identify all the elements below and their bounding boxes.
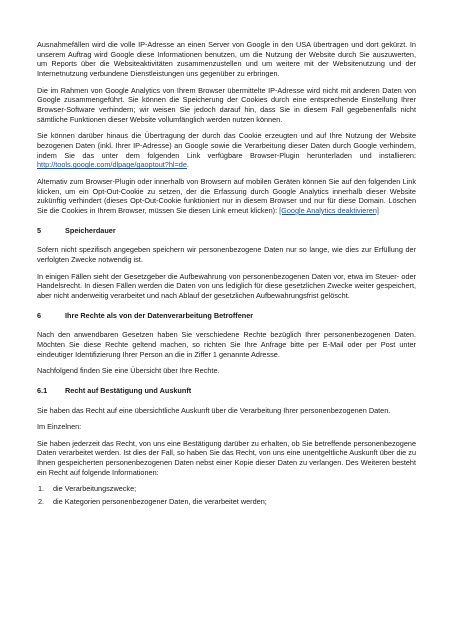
- subsection-heading: [37, 386, 416, 396]
- section-number: 6: [37, 310, 42, 320]
- paragraph: Die im Rahmen von Google Analytics von Ihrem Browser übermittelte IP-Adresse wird nicht mit anderen Daten von Google zusammengeführt. Sie können die Speicherung der Cookies durch eine entsprechende Einstellung Ihrer Browser-Software verhindern; wir weisen Sie jedoch darauf hin, dass Sie in diesem Fall gegebenenfalls nicht sämtliche Funktionen dieser Website vollumfänglich werden nutzen können.: [37, 85, 416, 124]
- section-heading: [37, 311, 416, 321]
- section-heading: [37, 226, 416, 236]
- document-page: [37, 40, 416, 510]
- paragraph: In einigen Fällen sieht der Gesetzgeber die Aufbewahrung von personenbezogenen Daten vor, etwa im Steuer- oder Handelsrecht. In diesen Fällen werden die Daten von uns lediglich für diese gesetzlichen Zwecke weiter gespeichert, aber nicht anderweitig verarbeitet und nach Ablauf der gesetzlichen Aufbewahrungsfrist gelöscht.: [37, 271, 416, 300]
- paragraph: Ausnahmefällen wird die volle IP-Adresse an einen Server von Google in den USA übertragen und dort gekürzt. In unserem Auftrag wird Google diese Informationen benutzen, um die Nutzung der Website durch Sie auszuwerten, um Reports über die Websiteaktivitäten zusammenzustellen und um weitere mit der Websitenutzung und der Internetnutzung verbundene Dienstleistungen uns gegenüber zu erbringen.: [37, 40, 416, 79]
- list-item: [37, 484, 416, 494]
- section-title: Recht auf Bestätigung und Auskunft: [65, 385, 192, 395]
- section-title: Ihre Rechte als von der Datenverarbeitung Betroffener: [65, 310, 254, 320]
- section-number: 6.1: [37, 385, 48, 395]
- paragraph: Nachfolgend finden Sie eine Übersicht über Ihre Rechte.: [37, 366, 220, 376]
- list-item: [37, 497, 416, 507]
- list-number: 1.: [38, 484, 45, 494]
- paragraph: [37, 177, 416, 216]
- list-text: die Verarbeitungszwecke;: [53, 484, 137, 494]
- analytics-deactivate-link[interactable]: [Google Analytics deaktivieren]: [279, 205, 379, 215]
- paragraph: Nach den anwendbaren Gesetzen haben Sie verschiedene Rechte bezüglich Ihrer personenbezogenen Daten. Möchten Sie diese Rechte geltend machen, so richten Sie Ihre Anfrage bitte per E-Mail oder per Post unter eindeutiger Identifizierung Ihrer Person an die in Ziffer 1 genannte Adresse.: [37, 330, 416, 359]
- paragraph: Sie haben das Recht auf eine übersichtliche Auskunft über die Verarbeitung Ihrer personenbezogenen Daten.: [37, 405, 391, 415]
- list-number: 2.: [38, 496, 45, 506]
- information-list: [37, 484, 416, 506]
- list-text: die Kategorien personenbezogener Daten, die verarbeitet werden;: [53, 496, 267, 506]
- paragraph: Sofern nicht spezifisch angegeben speichern wir personenbezogene Daten nur so lange, wie dies zur Erfüllung der verfolgten Zwecke notwendig ist.: [37, 245, 416, 265]
- paragraph: [37, 131, 416, 170]
- section-number: 5: [37, 225, 42, 235]
- paragraph: Im Einzelnen:: [37, 422, 82, 432]
- section-title: Speicherdauer: [65, 225, 116, 235]
- paragraph-text: Sie können darüber hinaus die Übertragung der durch das Cookie erzeugten und auf Ihre Nutzung der Website bezogenen Daten (inkl. Ihrer IP-Adresse) an Google sowie die Verarbeitung dieser Daten durch Google verhindern, indem Sie das unter dem folgenden Link verfügbare Browser-Plugin herunterladen und installieren:: [37, 131, 416, 160]
- optout-plugin-link[interactable]: http://tools.google.com/dlpage/gaoptout?hl=de: [37, 160, 187, 170]
- paragraph-text: Alternativ zum Browser-Plugin oder innerhalb von Browsern auf mobilen Geräten können Sie auf den folgenden Link klicken, um ein Opt-Out-Cookie zu setzen, der die Erfassung durch Google Analytics innerhalb dieser Website zukünftig verhindert (dieses Opt-Out-Cookie funktioniert nur in diesem Browser und nur für diese Domain. Löschen Sie die Cookies in Ihrem Browser, müssen Sie diesen Link erneut klicken):: [37, 176, 416, 215]
- paragraph-end: .: [186, 160, 189, 170]
- paragraph: Sie haben jederzeit das Recht, von uns eine Bestätigung darüber zu erhalten, ob Sie betreffende personenbezogene Daten verarbeitet werden. Ist dies der Fall, so haben Sie das Recht, von uns eine unentgeltliche Auskunft über die zu Ihnen gespeicherten personenbezogenen Daten nebst einer Kopie dieser Daten zu verlangen. Des Weiteren besteht ein Recht auf folgende Informationen:: [37, 438, 416, 477]
